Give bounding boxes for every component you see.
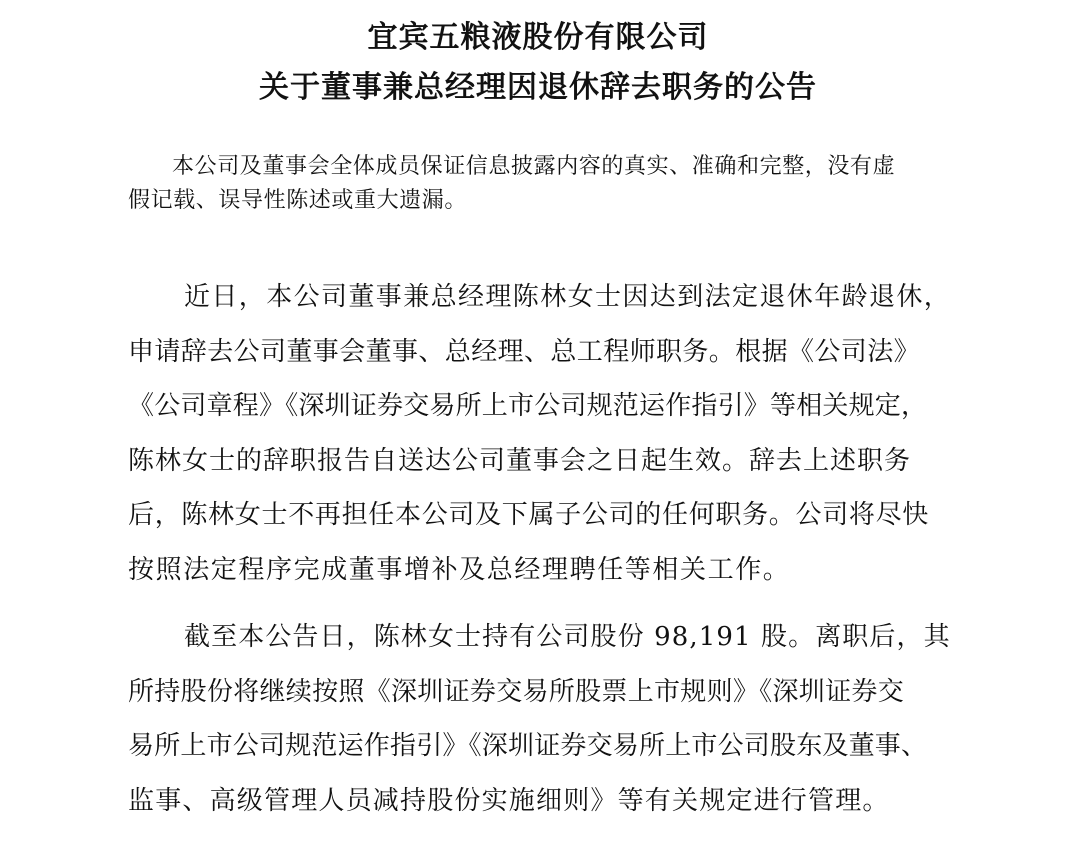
paragraph-line: 后，陈林女士不再担任本公司及下属子公司的任何职务。公司将尽快 bbox=[128, 500, 930, 530]
paragraph-line: 《公司章程》《深圳证券交易所上市公司规范运作指引》等相关规定， bbox=[128, 391, 928, 421]
paragraph-line: 近日，本公司董事兼总经理陈林女士因达到法定退休年龄退休， bbox=[184, 282, 952, 312]
paragraph-line: 截至本公告日，陈林女士持有公司股份 98,191 股。离职后，其 bbox=[184, 622, 951, 652]
paragraph-line: 陈林女士的辞职报告自送达公司董事会之日起生效。辞去上述职务 bbox=[128, 445, 912, 476]
paragraph-line: 按照法定程序完成董事增补及总经理聘任等相关工作。 bbox=[128, 554, 791, 585]
paragraph-line: 申请辞去公司董事会董事、总经理、总工程师职务。根据《公司法》 bbox=[128, 336, 921, 367]
shareholding-paragraph bbox=[128, 610, 968, 828]
board-declaration bbox=[128, 150, 968, 218]
paragraph-line: 监事、高级管理人员减持股份实施细则》等有关规定进行管理。 bbox=[128, 785, 890, 816]
declaration-line: 本公司及董事会全体成员保证信息披露内容的真实、准确和完整，没有虚 bbox=[172, 154, 896, 179]
declaration-line: 假记载、误导性陈述或重大遗漏。 bbox=[128, 188, 468, 213]
paragraph-line: 所持股份将继续按照《深圳证券交易所股票上市规则》《深圳证券交 bbox=[128, 676, 905, 707]
resignation-paragraph bbox=[128, 270, 968, 597]
announcement-title: 关于董事兼总经理因退休辞去职务的公告 bbox=[259, 70, 817, 105]
company-name-heading: 宜宾五粮液股份有限公司 bbox=[367, 20, 709, 55]
paragraph-line: 易所上市公司规范运作指引》《深圳证券交易所上市公司股东及董事、 bbox=[128, 731, 928, 761]
